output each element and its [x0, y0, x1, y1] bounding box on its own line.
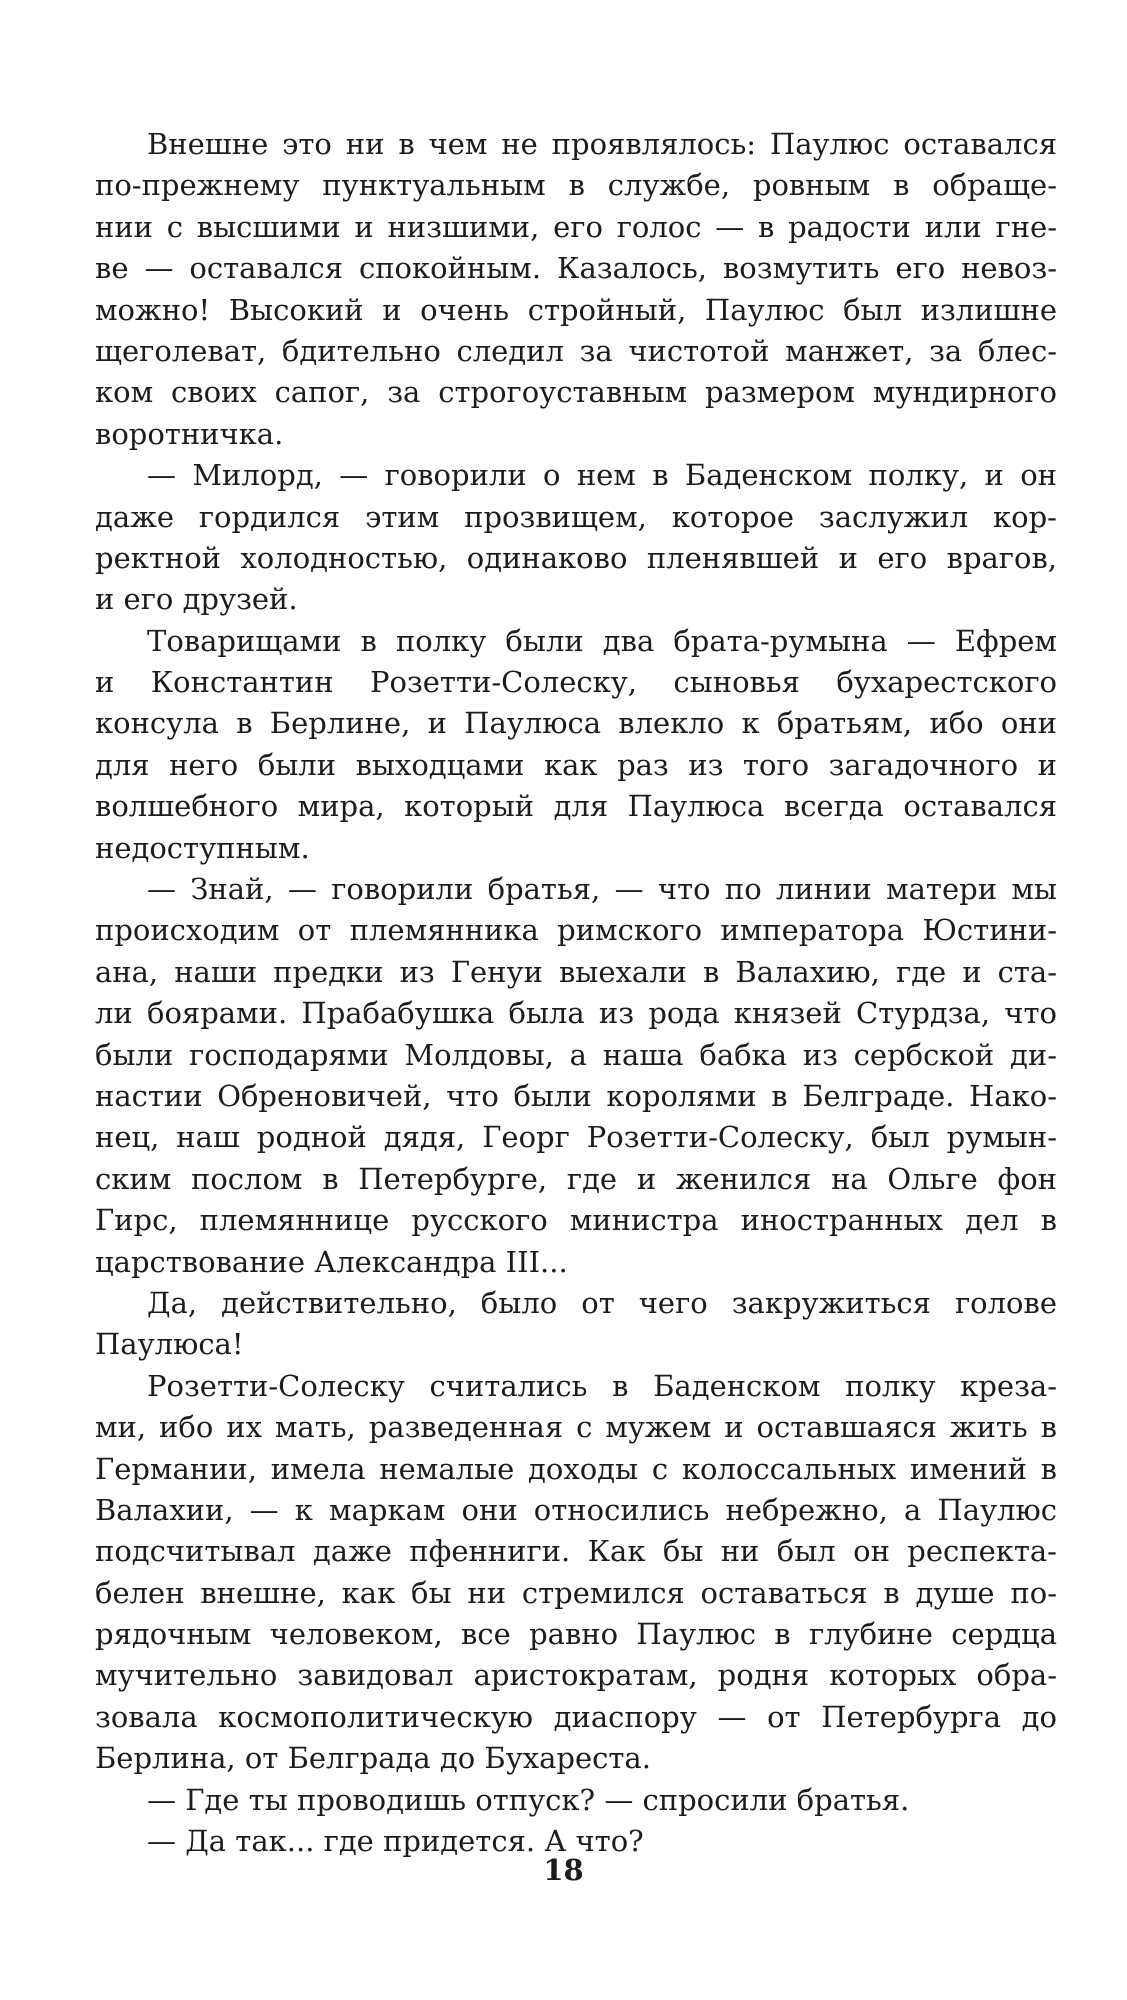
text-line: ве — оставался спокойным. Казалось, возмутить его невоз-	[95, 251, 1057, 286]
text-line: недоступным.	[95, 830, 310, 865]
text-line: Гирс, племяннице русского министра иностранных дел в	[95, 1203, 1057, 1238]
text-line: Внешне это ни в чем не проявлялось: Паулюс оставался	[147, 127, 1057, 161]
text-line: и его друзей.	[95, 582, 298, 617]
text-line: Да, действительно, было от чего закружиться голове	[147, 1285, 1057, 1320]
text-line: консула в Берлине, и Паулюса влекло к братьям, ибо они	[95, 706, 1057, 741]
text-line: ректной холодностью, одинаково пленявшей и его врагов,	[95, 540, 1057, 575]
text-line: белен внешне, как бы ни стремился оставаться в душе по-	[95, 1575, 1057, 1610]
text-line: — Милорд, — говорили о нем в Баденском полку, и он	[147, 458, 1057, 493]
text-line: мучительно завидовал аристократам, родня которых обра-	[95, 1658, 1057, 1693]
text-line: происходим от племянника римского императора Юстини-	[95, 913, 1057, 948]
text-line: Берлина, от Белграда до Бухареста.	[95, 1741, 651, 1776]
text-line: щеголеват, бдительно следил за чистотой манжет, за блес-	[95, 333, 1057, 368]
text-line: Паулюса!	[95, 1327, 244, 1362]
text-line: Германии, имела немалые доходы с колоссальных имений в	[95, 1451, 1057, 1486]
text-line: для него были выходцами как раз из того загадочного и	[95, 747, 1057, 782]
text-line: ана, наши предки из Генуи выехали в Валахию, где и ста-	[95, 954, 1057, 989]
text-line: — Где ты проводишь отпуск? — спросили братья.	[147, 1782, 910, 1817]
text-line: по-прежнему пунктуальным в службе, ровным в обраще-	[95, 168, 1057, 203]
text-line: ми, ибо их мать, разведенная с мужем и оставшаяся жить в	[95, 1410, 1057, 1445]
text-line: и Константин Розетти-Солеску, сыновья бухарестского	[95, 665, 1057, 700]
text-line: настии Обреновичей, что были королями в Белграде. Нако-	[95, 1078, 1057, 1113]
text-line: Розетти-Солеску считались в Баденском полку креза-	[147, 1368, 1057, 1403]
text-line: нии с высшими и низшими, его голос — в радости или гне-	[95, 209, 1057, 244]
page-number: 18	[543, 1853, 584, 1887]
text-line: воротничка.	[95, 416, 284, 451]
text-line: даже гордился этим прозвищем, которое заслужил кор-	[95, 499, 1057, 534]
text-line: ским послом в Петербурге, где и женился на Ольге фон	[95, 1161, 1057, 1196]
text-line: ком своих сапог, за строгоуставным размером мундирного	[95, 375, 1057, 410]
text-line: подсчитывал даже пфенниги. Как бы ни был он респекта-	[95, 1534, 1057, 1569]
text-line: можно! Высокий и очень стройный, Паулюс был излишне	[95, 292, 1057, 327]
text-line: рядочным человеком, все равно Паулюс в глубине сердца	[95, 1617, 1057, 1652]
text-line: нец, наш родной дядя, Георг Розетти-Солеску, был румын-	[95, 1120, 1057, 1155]
text-line: Валахии, — к маркам они относились небрежно, а Паулюс	[95, 1492, 1057, 1527]
text-line: — Знай, — говорили братья, — что по линии матери мы	[147, 872, 1057, 907]
text-line: были господарями Молдовы, а наша бабка из сербской ди-	[95, 1037, 1057, 1072]
text-line: волшебного мира, который для Паулюса всегда оставался	[95, 789, 1057, 824]
body-text	[95, 124, 1057, 1862]
text-line: царствование Александра III...	[95, 1244, 568, 1279]
text-line: ли боярами. Прабабушка была из рода князей Стурдза, что	[95, 996, 1057, 1031]
text-line: зовала космополитическую диаспору — от Петербурга до	[95, 1699, 1057, 1734]
text-line: Товарищами в полку были два брата-румына — Ефрем	[147, 623, 1057, 658]
text-line: — Да так... где придется. А что?	[147, 1824, 644, 1859]
